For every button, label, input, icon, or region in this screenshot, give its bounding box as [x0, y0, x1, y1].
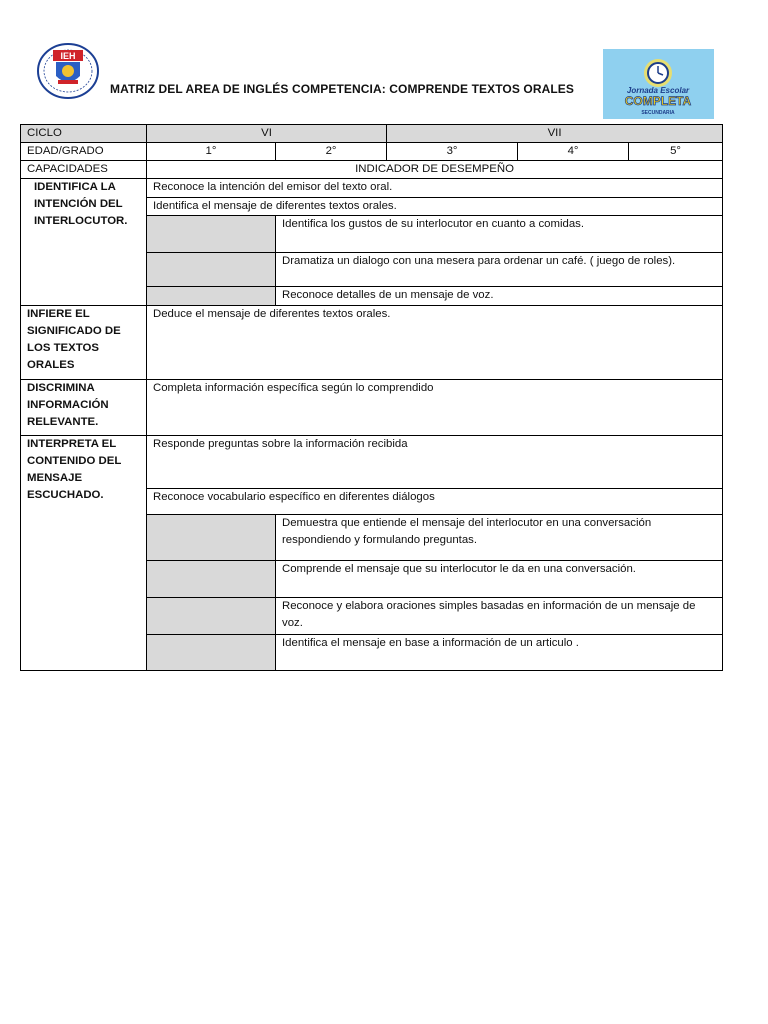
- ciclo-vii: VII: [387, 125, 723, 143]
- indicator-cell: Reconoce y elabora oraciones simples basadas en información de un mensaje de voz.: [276, 598, 723, 635]
- ciclo-vi: VI: [147, 125, 387, 143]
- indicator-cell: Responde preguntas sobre la información recibida: [147, 436, 723, 489]
- table-row: [21, 179, 723, 198]
- indicator-cell: Identifica el mensaje en base a información de un articulo .: [276, 635, 723, 671]
- indicator-cell: Demuestra que entiende el mensaje del interlocutor en una conversación respondiendo y formulando preguntas.: [276, 515, 723, 561]
- indicator-cell: Identifica el mensaje de diferentes textos orales.: [147, 198, 723, 216]
- table-row: [21, 436, 723, 489]
- ciclo-label: CICLO: [21, 125, 147, 143]
- ciclo-row: [21, 125, 723, 143]
- svg-text:COMPLETA: COMPLETA: [624, 94, 692, 108]
- table-row: [21, 306, 723, 380]
- indicator-cell: Reconoce detalles de un mensaje de voz.: [276, 287, 723, 306]
- indicator-cell: Reconoce vocabulario específico en diferentes diálogos: [147, 489, 723, 515]
- capacidad-name: INTERPRETA EL CONTENIDO DEL MENSAJE ESCUCHADO.: [21, 436, 147, 671]
- shaded-cell: [147, 216, 276, 253]
- grado-label: EDAD/GRADO: [21, 143, 147, 161]
- svg-text:IEH: IEH: [60, 51, 76, 61]
- document-title: MATRIZ DEL AREA DE INGLÉS COMPETENCIA: COMPRENDE TEXTOS ORALES: [110, 82, 575, 96]
- svg-text:SECUNDARIA: SECUNDARIA: [641, 110, 675, 116]
- capacidad-name: DISCRIMINA INFORMACIÓN RELEVANTE.: [21, 380, 147, 436]
- shaded-cell: [147, 635, 276, 671]
- table-row: [21, 380, 723, 436]
- grado-5: 5°: [629, 143, 723, 161]
- capacidades-label: CAPACIDADES: [21, 161, 147, 179]
- indicator-cell: Identifica los gustos de su interlocutor en cuanto a comidas.: [276, 216, 723, 253]
- indicator-cell: Comprende el mensaje que su interlocutor le da en una conversación.: [276, 561, 723, 598]
- capacidad-name: INFIERE EL SIGNIFICADO DE LOS TEXTOS ORALES: [21, 306, 147, 380]
- shaded-cell: [147, 287, 276, 306]
- grado-row: [21, 143, 723, 161]
- indicator-cell: Deduce el mensaje de diferentes textos orales.: [147, 306, 723, 380]
- shaded-cell: [147, 253, 276, 287]
- grado-2: 2°: [276, 143, 387, 161]
- shaded-cell: [147, 561, 276, 598]
- grado-3: 3°: [387, 143, 518, 161]
- indicator-cell: Completa información específica según lo comprendido: [147, 380, 723, 436]
- indicator-cell: Dramatiza un dialogo con una mesera para ordenar un café. ( juego de roles).: [276, 253, 723, 287]
- grado-4: 4°: [518, 143, 629, 161]
- capacidad-name: IDENTIFICA LA INTENCIÓN DEL INTERLOCUTOR.: [21, 179, 147, 306]
- svg-text:Jornada Escolar: Jornada Escolar: [626, 86, 690, 95]
- jornada-escolar-completa-logo: [603, 49, 714, 119]
- shaded-cell: [147, 598, 276, 635]
- shaded-cell: [147, 515, 276, 561]
- header-row: [21, 161, 723, 179]
- competency-matrix-table: [20, 124, 723, 671]
- school-logo: [36, 42, 100, 100]
- grado-1: 1°: [147, 143, 276, 161]
- indicador-label: INDICADOR DE DESEMPEÑO: [147, 161, 723, 179]
- indicator-cell: Reconoce la intención del emisor del texto oral.: [147, 179, 723, 198]
